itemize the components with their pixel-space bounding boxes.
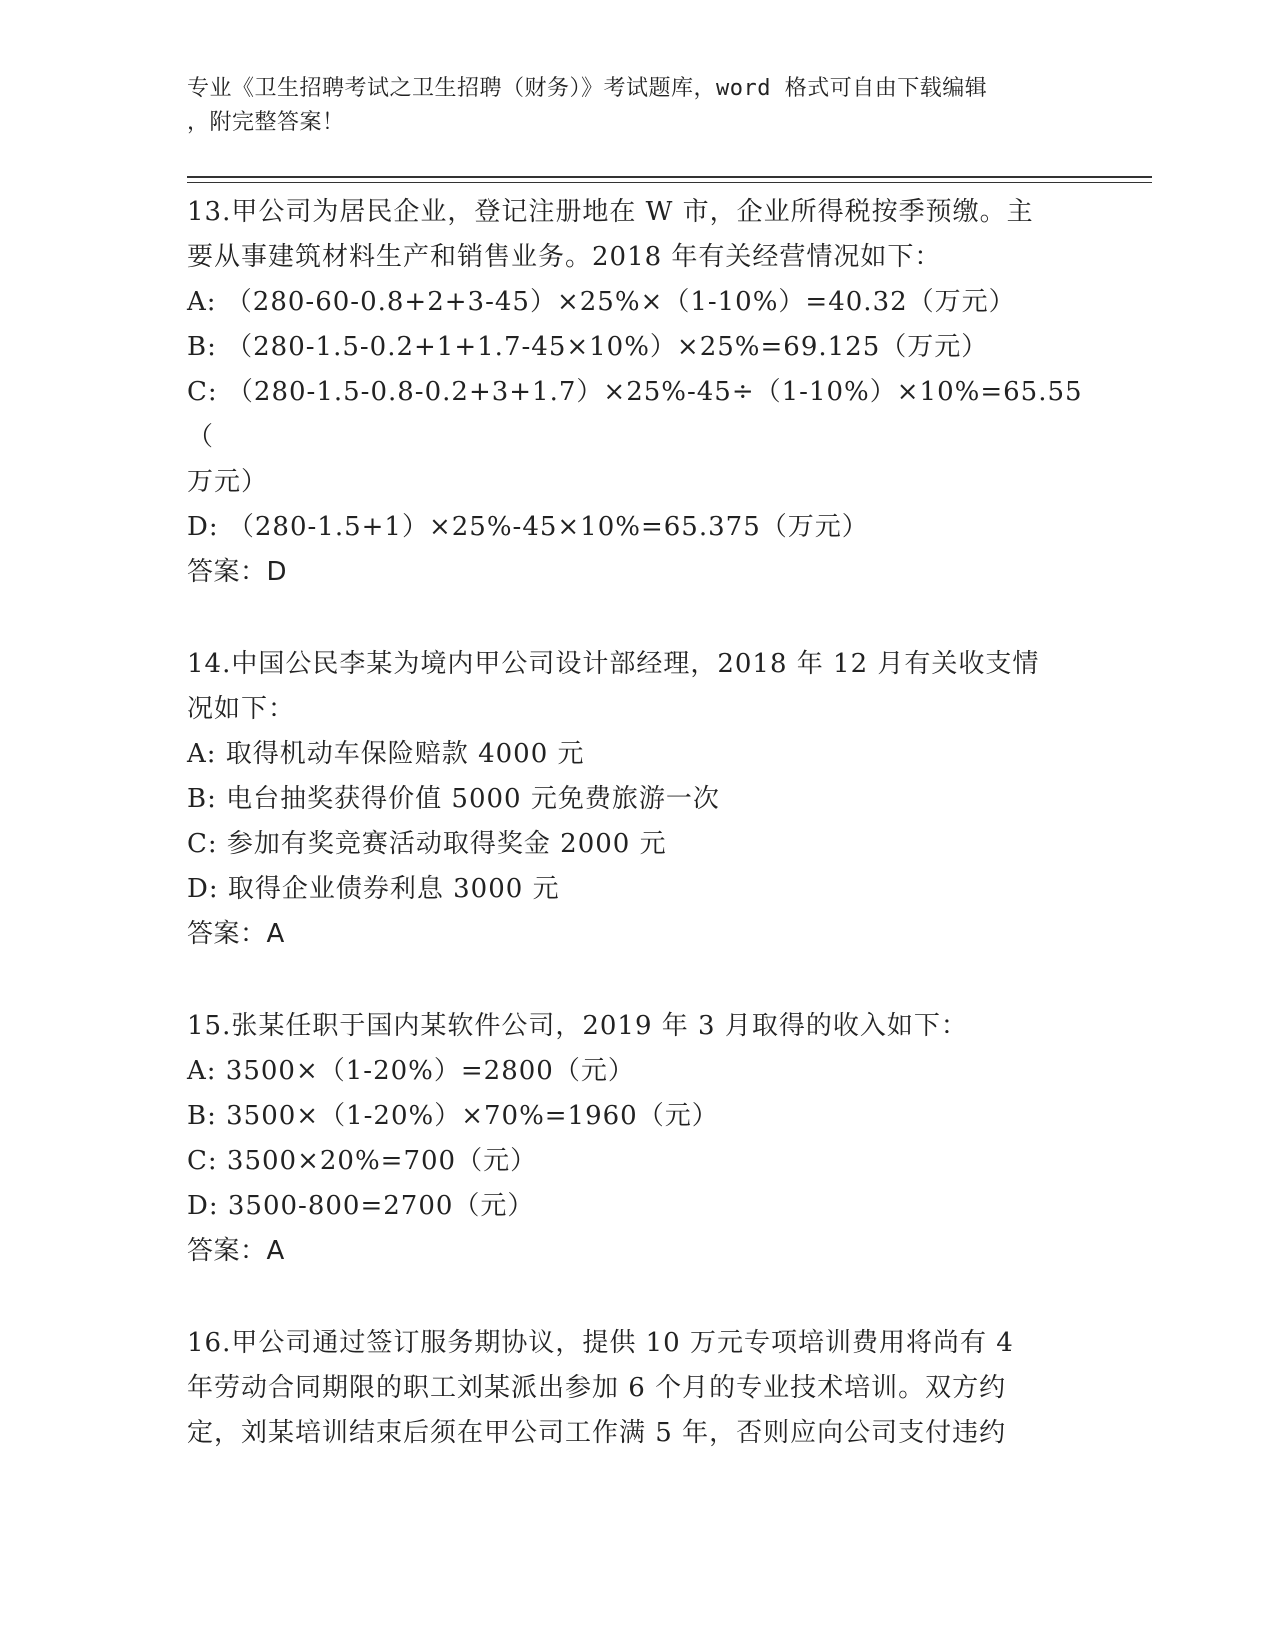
question-stem-line: 14.中国公民李某为境内甲公司设计部经理，2018 年 12 月有关收支情	[187, 649, 1040, 679]
answer-label: 答案：D	[187, 557, 288, 587]
question-stem-line: 16.甲公司通过签订服务期协议，提供 10 万元专项培训费用将尚有 4	[187, 1328, 1014, 1358]
option-d: D: 3500-800=2700（元）	[187, 1191, 535, 1221]
header-line-1: 专业《卫生招聘考试之卫生招聘（财务）》考试题库，word 格式可自由下载编辑	[187, 76, 988, 101]
header-divider-thick	[187, 176, 1152, 178]
option-d: D: 取得企业债券利息 3000 元	[187, 874, 560, 904]
option-b: B: 3500×（1-20%）×70%=1960（元）	[187, 1101, 719, 1131]
option-d: D: （280-1.5+1）×25%-45×10%=65.375（万元）	[187, 512, 869, 542]
option-a: A: 取得机动车保险赔款 4000 元	[187, 739, 585, 769]
option-b: B: 电台抽奖获得价值 5000 元免费旅游一次	[187, 784, 720, 814]
option-c: C: 3500×20%=700（元）	[187, 1146, 538, 1176]
header-divider-thin	[187, 182, 1152, 183]
option-c: C: 参加有奖竞赛活动取得奖金 2000 元	[187, 829, 667, 859]
question-list	[187, 190, 1087, 1503]
option-a: A: （280-60-0.8+2+3-45）×25%×（1-10%）=40.32（万元）	[187, 287, 1016, 317]
question-13	[187, 190, 1087, 595]
question-stem-line: 要从事建筑材料生产和销售业务。2018 年有关经营情况如下：	[187, 242, 942, 272]
header-line-2: ，附完整答案！	[187, 110, 345, 135]
question-stem-line: 13.甲公司为居民企业，登记注册地在 W 市，企业所得税按季预缴。主	[187, 197, 1034, 227]
option-a: A: 3500×（1-20%）=2800（元）	[187, 1056, 635, 1086]
option-b: B: （280-1.5-0.2+1+1.7-45×10%）×25%=69.125（万元）	[187, 332, 989, 362]
question-14	[187, 642, 1087, 957]
question-stem-line: 15.张某任职于国内某软件公司，2019 年 3 月取得的收入如下：	[187, 1011, 968, 1041]
answer-label: 答案：A	[187, 1236, 285, 1266]
question-stem-line: 年劳动合同期限的职工刘某派出参加 6 个月的专业技术培训。双方约	[187, 1373, 1007, 1403]
option-c: C: （280-1.5-0.8-0.2+3+1.7）×25%-45÷（1-10%）×10%=65.55（	[187, 377, 1083, 452]
question-16	[187, 1321, 1087, 1456]
option-c-continued: 万元）	[187, 467, 269, 497]
document-header	[187, 72, 1067, 140]
question-stem-line: 况如下：	[187, 694, 296, 724]
question-stem-line: 定，刘某培训结束后须在甲公司工作满 5 年，否则应向公司支付违约	[187, 1418, 1007, 1448]
question-15	[187, 1004, 1087, 1274]
answer-label: 答案：A	[187, 919, 285, 949]
